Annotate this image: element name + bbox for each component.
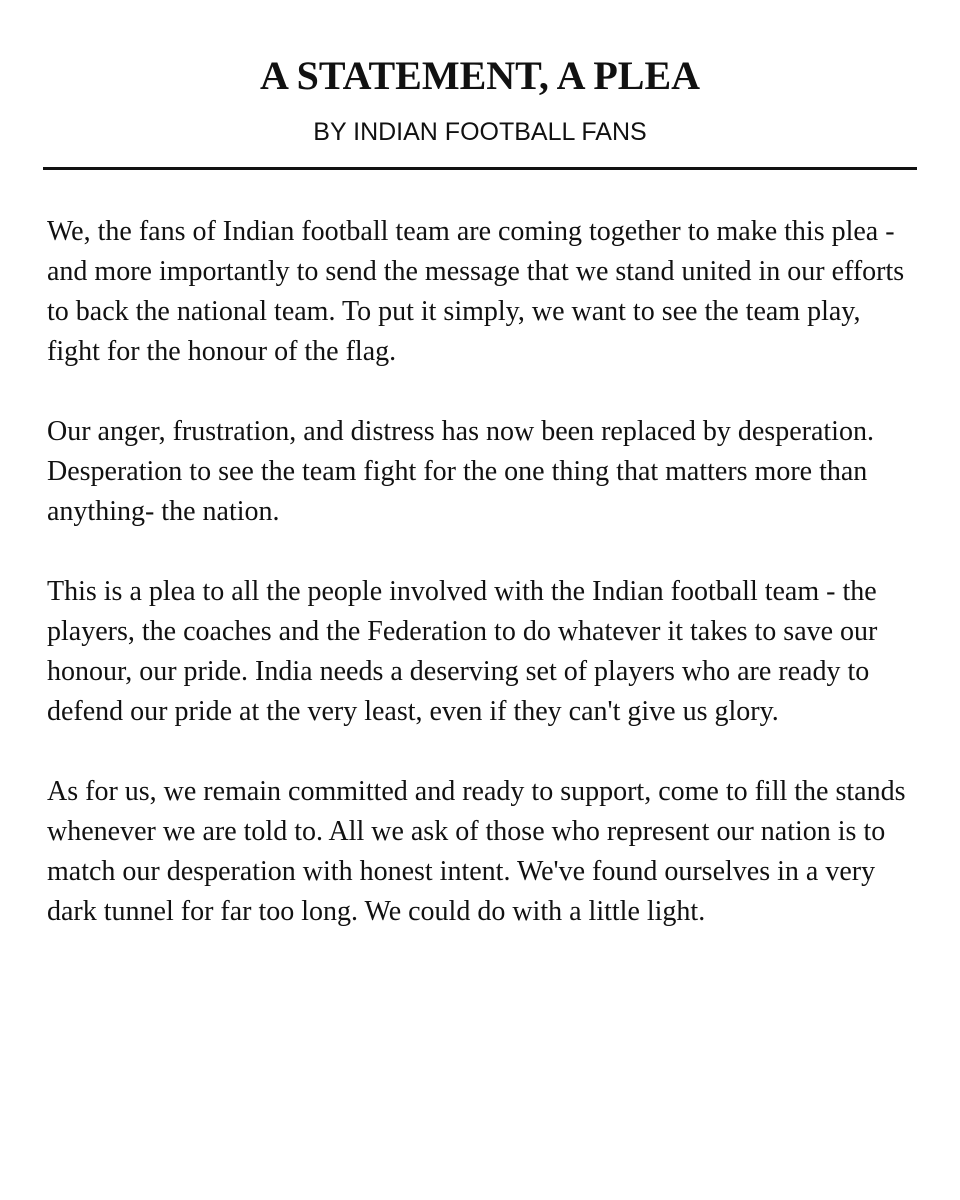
document-byline: BY INDIAN FOOTBALL FANS — [313, 118, 647, 146]
statement-body — [47, 212, 917, 972]
title-divider — [43, 167, 917, 170]
paragraph-1: We, the fans of Indian football team are coming together to make this plea - and more importantly to send the message that we stand united in our efforts to back the national team. To put it simply, we want to see the team play, fight for the honour of the flag. — [47, 216, 905, 367]
paragraph-4: As for us, we remain committed and ready to support, come to fill the stands whenever we are told to. All we ask of those who represent our nation is to match our desperation with honest intent. We've found ourselves in a very dark tunnel for far too long. We could do with a little light. — [47, 776, 906, 927]
document-title: A STATEMENT, A PLEA — [259, 53, 701, 98]
paragraph-3: This is a plea to all the people involved with the Indian football team - the players, the coaches and the Federation to do whatever it takes to save our honour, our pride. India needs a deserving set of players who are ready to defend our pride at the very least, even if they can't give us glory. — [47, 576, 878, 727]
paragraph-2: Our anger, frustration, and distress has now been replaced by desperation. Desperation to see the team fight for the one thing that matters more than anything- the nation. — [47, 416, 874, 527]
